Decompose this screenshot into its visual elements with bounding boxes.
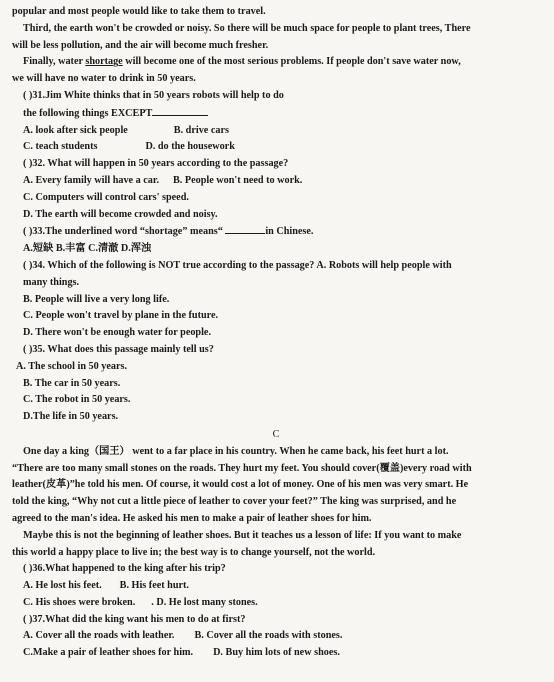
question-36-stem — [12, 561, 540, 578]
question-35-option-b — [12, 376, 540, 393]
passage-b-line — [12, 54, 540, 71]
passage-text: we will have no water to drink in 50 years. — [12, 73, 196, 85]
passage-text: told the king, “Why not cut a little piece of leather to cover your feet?” The king was surprised, and he — [12, 496, 457, 508]
question-35-option-d — [12, 409, 540, 426]
question-31-options-ab — [12, 123, 540, 140]
question-34-option-d — [12, 325, 540, 342]
answer-blank[interactable] — [225, 223, 265, 234]
passage-text: Maybe this is not the beginning of leather shoes. But it teaches us a lesson of life: If you want to make — [23, 529, 462, 541]
option-c[interactable]: C. teach students — [23, 141, 98, 153]
question-31-stem — [12, 88, 540, 105]
question-34-option-b — [12, 292, 540, 309]
passage-c-line — [12, 461, 540, 478]
section-c-heading — [12, 427, 540, 444]
passage-text: Finally, water — [23, 56, 83, 68]
question-33-stem — [12, 223, 540, 241]
option-c[interactable]: C.Make a pair of leather shoes for him. — [23, 647, 194, 659]
option-a[interactable]: A. He lost his feet. — [23, 580, 102, 592]
passage-b-line — [12, 71, 540, 88]
passage-text: leather(皮革)”he told his men. Of course, it would cost a lot of money. One of his men was very smart. He — [12, 479, 469, 491]
section-label: C — [272, 428, 280, 440]
question-text: many things. — [23, 276, 80, 288]
question-36-options-ab — [12, 578, 540, 595]
question-34-option-c — [12, 308, 540, 325]
question-34-stem — [12, 258, 540, 275]
option-c[interactable]: C. His shoes were broken. — [23, 596, 136, 608]
question-36-options-cd — [12, 595, 540, 612]
option-d[interactable]: D. Buy him lots of new shoes. — [213, 647, 340, 659]
question-37-stem — [12, 612, 540, 629]
option-a[interactable]: A. The school in 50 years. — [16, 360, 128, 372]
option-a[interactable]: A. Cover all the roads with leather. — [23, 630, 175, 642]
passage-text: popular and most people would like to take them to travel. — [12, 6, 266, 17]
option-b[interactable]: B. drive cars — [173, 124, 229, 136]
option-c[interactable]: C. Computers will control cars' speed. — [23, 191, 189, 203]
option-b[interactable]: B. The car in 50 years. — [23, 377, 121, 389]
question-32-option-d — [12, 207, 540, 224]
question-37-options-cd — [12, 645, 540, 662]
option-a[interactable]: A. Every family will have a car. — [23, 174, 160, 186]
question-32-stem — [12, 156, 540, 173]
option-c[interactable]: C. The robot in 50 years. — [23, 394, 131, 406]
question-33-options — [12, 241, 540, 258]
question-text: in Chinese. — [265, 226, 314, 238]
question-text: ( )31.Jim White thinks that in 50 years robots will help to do — [23, 89, 284, 101]
question-34-stem-cont — [12, 275, 540, 292]
question-32-option-c — [12, 190, 540, 207]
question-text: ( )35. What does this passage mainly tell us? — [23, 343, 214, 355]
option-d[interactable]: . D. He lost many stones. — [151, 596, 258, 608]
option-b[interactable]: B. His feet hurt. — [119, 580, 189, 592]
passage-text: Third, the earth won't be crowded or noisy. So there will be much space for people to plant trees, There — [23, 22, 471, 34]
question-text: ( )34. Which of the following is NOT true according to the passage? A. Robots will help people with — [23, 259, 452, 271]
option-a[interactable]: A. look after sick people — [23, 124, 128, 136]
question-text: ( )37.What did the king want his men to do at first? — [23, 613, 246, 625]
passage-text: will become one of the most serious problems. If people don't save water now, — [125, 56, 461, 68]
passage-b-line — [12, 4, 540, 21]
question-32-options-ab — [12, 173, 540, 190]
question-text: ( )32. What will happen in 50 years according to the passage? — [23, 158, 289, 170]
option-b[interactable]: B. People won't need to work. — [173, 174, 303, 186]
passage-b-line — [12, 38, 540, 55]
option-c[interactable]: C. People won't travel by plane in the future. — [23, 310, 219, 322]
passage-c-line — [12, 528, 540, 545]
question-35-option-c — [12, 392, 540, 409]
question-35-stem — [12, 342, 540, 359]
options-text[interactable]: A.短缺 B.丰富 C.清澈 D.浑浊 — [23, 243, 152, 255]
option-d[interactable]: D.The life in 50 years. — [23, 411, 119, 423]
passage-c-line — [12, 511, 540, 528]
underlined-word-shortage: shortage — [85, 56, 123, 68]
passage-b-line — [12, 21, 540, 38]
question-text: ( )36.What happened to the king after his trip? — [23, 563, 226, 575]
question-31-options-cd — [12, 139, 540, 156]
option-b[interactable]: B. Cover all the roads with stones. — [194, 630, 343, 642]
answer-blank[interactable] — [152, 105, 208, 116]
passage-text: One day a king（国王） went to a far place in his country. When he came back, his feet hurt a lot. — [23, 445, 449, 457]
passage-text: will be less pollution, and the air will become much fresher. — [12, 39, 269, 51]
option-b[interactable]: B. People will live a very long life. — [23, 293, 170, 305]
passage-c-line — [12, 477, 540, 494]
passage-text: agreed to the man's idea. He asked his men to make a pair of leather shoes for him. — [12, 512, 372, 524]
option-d[interactable]: D. The earth will become crowded and noisy. — [23, 208, 218, 220]
question-31-stem-cont — [12, 105, 540, 123]
question-35-option-a — [12, 359, 540, 376]
passage-c-line — [12, 545, 540, 562]
question-text: ( )33.The underlined word “shortage” means“ — [23, 226, 223, 238]
option-d[interactable]: D. do the housework — [145, 141, 235, 153]
passage-c-line — [12, 494, 540, 511]
passage-text: “There are too many small stones on the roads. They hurt my feet. You should cover(覆盖)every road with — [12, 462, 472, 474]
passage-text: this world a happy place to live in; the best way is to change yourself, not the world. — [12, 546, 376, 558]
question-text: the following things EXCEPT — [23, 107, 153, 119]
passage-c-line — [12, 444, 540, 461]
question-37-options-ab — [12, 628, 540, 645]
option-d[interactable]: D. There won't be enough water for people. — [23, 327, 211, 339]
